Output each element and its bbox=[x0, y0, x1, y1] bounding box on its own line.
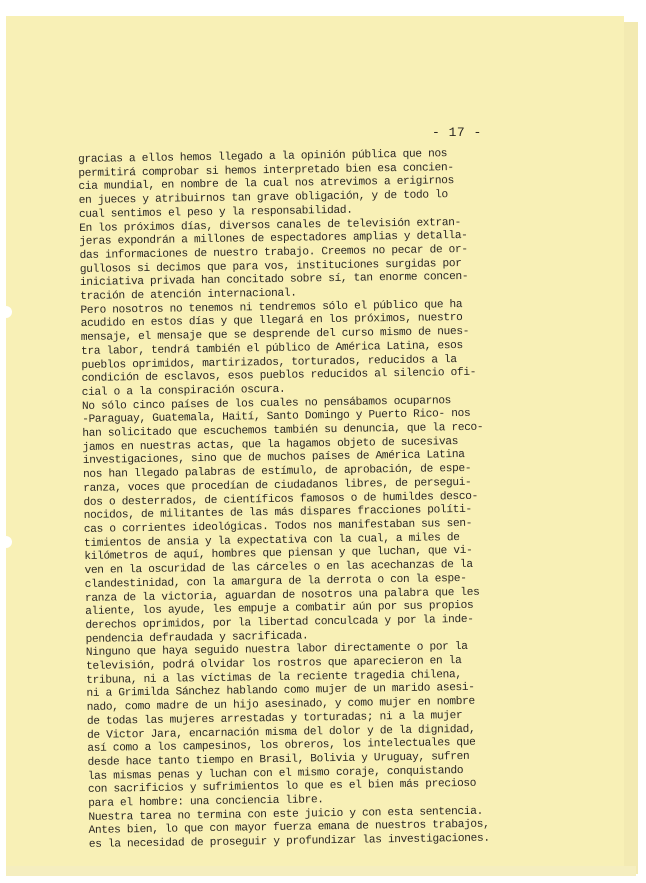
text-line: es la necesidad de proseguir y profundizar las investigaciones. bbox=[88, 832, 490, 852]
text-line: clandestinidad, con la amargura de la derrota o con la espe- bbox=[84, 572, 467, 591]
text-line: das informaciones de nuestro trabajo. Creemos no pecar de or- bbox=[79, 243, 468, 262]
text-line: jeras expondrán a millones de espectadores amplias y detalla- bbox=[79, 230, 468, 249]
text-line: -Paraguay, Guatemala, Haití, Santo Domingo y Puerto Rico- nos bbox=[82, 408, 471, 427]
page-edge bbox=[624, 22, 638, 874]
text-line: nado, como madre de un hijo asesinado, y como mujer en nombre bbox=[86, 695, 475, 715]
text-line: mensaje, el mensaje que se desprende del curso mismo de nues- bbox=[80, 326, 470, 345]
text-line: investigaciones, sino que de muchos países de América Latina bbox=[82, 449, 465, 468]
body-text bbox=[78, 146, 569, 852]
text-line: ven en la oscuridad de las cárceles o en las acechanzas de la bbox=[84, 558, 473, 578]
text-line: cas o corrientes ideológicas. Todos nos manifestaban sus sen- bbox=[83, 517, 473, 536]
text-line: Antes bien, lo que con mayor fuerza emana de nuestros trabajos, bbox=[88, 819, 490, 838]
text-line: tración de atención internacional. bbox=[80, 287, 297, 304]
text-line: Pero nosotros no tenemos ni tendremos sólo el público que ha bbox=[80, 298, 463, 317]
text-line: para el hombre: una conciencia libre. bbox=[88, 794, 324, 810]
text-line: timientos de ansia y la expectativa con la cual, a miles de bbox=[84, 531, 460, 550]
text-line: aliente, los ayude, les empuje a combatir aún por sus propios bbox=[85, 600, 474, 619]
text-line: No sólo cinco países de los cuales no pensábamos ocuparnos bbox=[81, 394, 452, 413]
text-line: En los próximos días, diversos canales de televisión extran- bbox=[79, 216, 462, 235]
text-line: Ninguno que haya seguido nuestra labor directamente o por la bbox=[85, 641, 468, 660]
text-line: televisión, podrá olvidar los rostros que aparecieron en la bbox=[85, 655, 462, 673]
text-line: derechos oprimidos, por la libertad conculcada y por la inde- bbox=[85, 613, 474, 632]
text-line: nos han llegado palabras de estímulo, de aprobación, de espe- bbox=[82, 463, 472, 482]
text-line: gullosos si decimos que para vos, instituciones surgidas por bbox=[79, 257, 462, 276]
text-line: las mismas penas y luchan con el mismo coraje, conquistando bbox=[87, 764, 464, 783]
text-line: pueblos oprimidos, martirizados, torturados, reducidos a la bbox=[81, 353, 457, 372]
text-line: tribuna, ni a las víctimas de la reciente tragedia chilena, bbox=[86, 668, 462, 687]
text-line: kilómetros de aquí, hombres que piensan y que luchan, que vi- bbox=[84, 545, 473, 564]
punch-hole bbox=[0, 536, 12, 548]
punch-hole bbox=[0, 306, 12, 318]
text-line: nocidos, de militantes de las más dispares fracciones políti- bbox=[83, 504, 472, 523]
text-line: así como a los campesinos, los obreros, los intelectuales que bbox=[87, 737, 476, 756]
text-line: de Victor Jara, encarnación misma del dolor y de la dignidad, bbox=[87, 723, 476, 742]
page-number: - 17 - bbox=[432, 125, 482, 140]
text-line: en jueces y atribuirnos tan grave obligación, y de todo lo bbox=[78, 189, 448, 208]
text-line: de todas las mujeres arrestadas y torturadas; ni a la mujer bbox=[86, 709, 463, 728]
text-line: jamos en nuestras actas, que la hagamos objeto de sucesivas bbox=[82, 435, 459, 454]
text-line: iniciativa privada han concitado sobre sí, tan enorme concen- bbox=[79, 271, 469, 290]
text-line: cia mundial, en nombre de la cual nos atrevimos a erigirnos bbox=[78, 175, 455, 194]
page-bottom-edge bbox=[6, 866, 636, 876]
text-line: tra labor, tendrá también el público de América Latina, esos bbox=[81, 339, 463, 358]
text-line: con sacrificios y sufrimientos lo que es el bien más precioso bbox=[87, 778, 477, 797]
text-line: desde hace tanto tiempo en Brasil, Bolivia y Uruguay, sufren bbox=[87, 750, 470, 769]
text-line: ranza de la victoria, aguardan de nosotros una palabra que les bbox=[84, 586, 480, 605]
text-line: gracias a ellos hemos llegado a la opinión pública que nos bbox=[78, 148, 448, 166]
text-line: cual sentimos el peso y la responsabilidad. bbox=[78, 204, 353, 221]
text-line: Nuestra tarea no termina con este juicio y con esta sentencia. bbox=[88, 805, 484, 824]
text-line: acudido en estos días y que llegará en los próximos, nuestro bbox=[80, 312, 463, 331]
text-line: pendencia defraudada y sacrificada. bbox=[85, 630, 309, 646]
text-line: ni a Grimilda Sánchez hablando como mujer de un marido asesi- bbox=[86, 682, 475, 701]
text-line: ranza, voces que procedían de ciudadanos libres, de persegui- bbox=[83, 476, 472, 495]
text-line: cial o a la conspiración oscura. bbox=[81, 383, 286, 399]
text-line: dos o desterrados, de científicos famosos o de humildes desco- bbox=[83, 490, 479, 509]
text-line: permitirá comprobar si hemos interpretado bien esa concien- bbox=[78, 161, 454, 180]
text-line: han solicitado que escuchemos también su denuncia, que la reco- bbox=[82, 421, 484, 441]
text-line: condición de esclavos, esos pueblos reducidos al silencio ofi- bbox=[81, 367, 477, 386]
